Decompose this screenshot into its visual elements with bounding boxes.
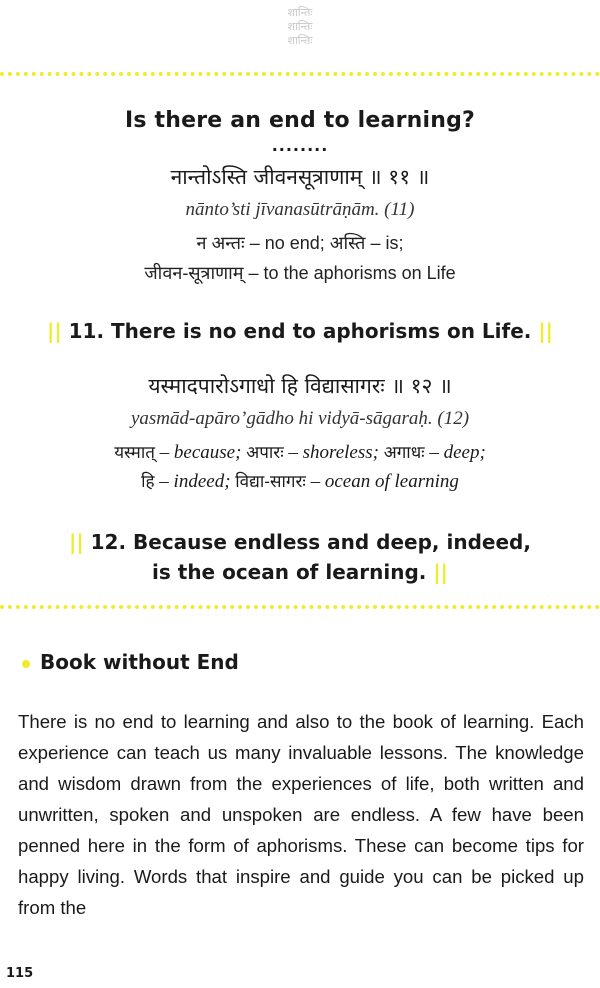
question-title: Is there an end to learning? [124,108,476,133]
verse-12-gloss-1 [0,440,600,464]
verse-12-gloss-2 [0,469,600,493]
ornament-line: शान्तिः [287,34,313,47]
section-heading [22,650,239,674]
aphorism-11-text: 11. There is no end to aphorisms on Life. [68,319,532,343]
page-number: 115 [6,966,34,981]
verse-11-gloss-2: जीवन-सूत्राणाम् – to the aphorisms on Life [144,263,456,283]
verse-11-sanskrit: नान्तोऽस्ति जीवनसूत्राणाम् ॥ ११ ॥ [170,165,430,189]
gloss-meaning: – ocean of learning [305,471,459,492]
aphorism-12-text-2: is the ocean of learning. [152,560,427,584]
gloss-term: अगाधः [383,443,425,463]
aphorism-12-line-1 [0,527,600,557]
double-bar-marker: || [433,560,448,584]
verse-12-transliteration: yasmād-apāro’gādho hi vidyā-sāgaraḥ. (12) [130,408,470,429]
aphorism-12-line-2 [0,557,600,587]
gloss-term: अपारः [246,443,284,463]
dotted-divider-top [0,72,600,76]
gloss-meaning: – indeed; [154,471,236,492]
gloss-meaning: – deep; [424,442,486,463]
gloss-term: हि [141,472,155,492]
aphorism-12 [0,527,600,587]
double-bar-marker: || [47,319,62,343]
double-bar-marker: || [538,319,553,343]
double-bar-marker: || [69,530,84,554]
verse-11-transliteration: nānto’sti jīvanasūtrāṇām. (11) [185,199,415,220]
ornament-line: शान्तिः [287,20,313,33]
ornament-line: शान्तिः [287,6,313,19]
gloss-meaning: – shoreless; [283,442,384,463]
top-ornament [0,6,600,48]
section-heading-text: Book without End [40,650,239,674]
bullet-icon [22,660,30,668]
aphorism-12-text-1: 12. Because endless and deep, indeed, [90,530,531,554]
aphorism-11 [0,319,600,343]
gloss-term: यस्मात् [114,443,155,463]
title-dots: ........ [271,136,329,155]
gloss-meaning: – because; [154,442,247,463]
verse-12-sanskrit: यस्मादपारोऽगाधो हि विद्यासागरः ॥ १२ ॥ [148,374,452,398]
section-body: There is no end to learning and also to the book of learning. Each experience can teach us many invaluable lessons. The knowledge and wisdom drawn from the experiences of life, both written and unwritten, spoken and unspoken are endless. A few have been penned here in the form of aphorisms. These can become tips for happy living. Words that inspire and guide you can be picked up from the [18,711,584,918]
dotted-divider-bottom [0,605,600,609]
gloss-term: विद्या-सागरः [235,472,306,492]
verse-11-gloss-1: न अन्तः – no end; अस्ति – is; [196,233,404,253]
